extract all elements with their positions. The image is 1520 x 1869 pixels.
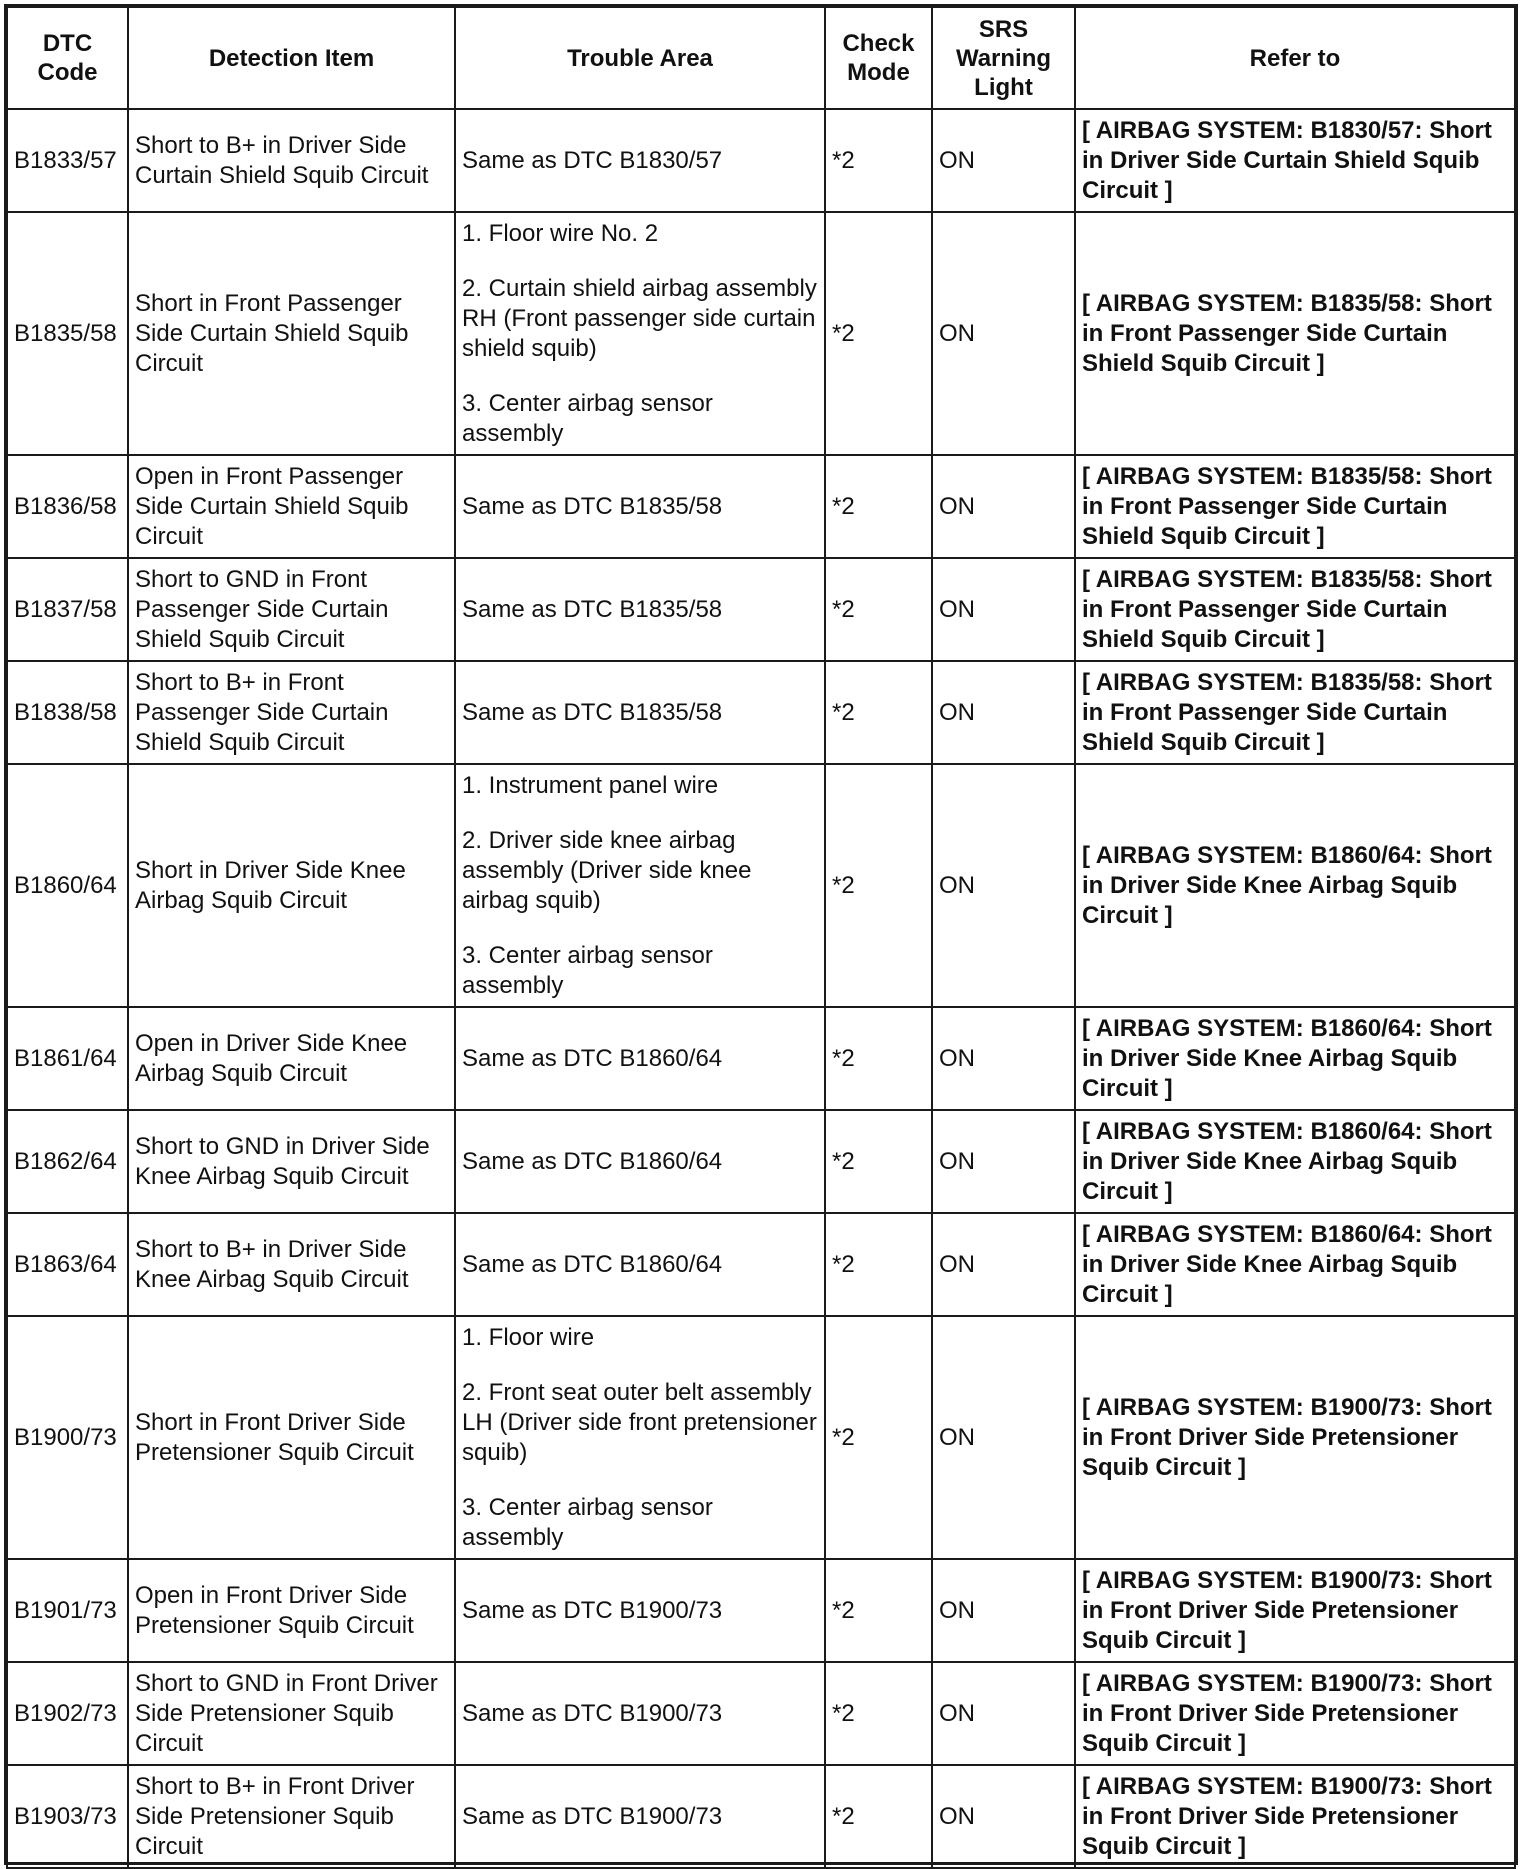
table-row — [7, 1316, 1515, 1559]
refer-to-cell: [ AIRBAG SYSTEM: B1900/73: Short in Front Driver Side Pretensioner Squib Circuit ] — [1075, 1662, 1515, 1765]
srs-warning-light-cell: ON — [932, 1213, 1075, 1316]
dtc-code-cell: B1835/58 — [7, 212, 128, 455]
dtc-code-cell: B1833/57 — [7, 109, 128, 212]
trouble-area-cell — [455, 109, 825, 212]
refer-to-cell: [ AIRBAG SYSTEM: B1900/73: Short in Front Driver Side Pretensioner Squib Circuit ] — [1075, 1559, 1515, 1662]
refer-to-cell: [ AIRBAG SYSTEM: B1830/57: Short in Driver Side Curtain Shield Squib Circuit ] — [1075, 109, 1515, 212]
table-row — [7, 1765, 1515, 1868]
srs-warning-light-cell: ON — [932, 558, 1075, 661]
refer-to-cell: [ AIRBAG SYSTEM: B1860/64: Short in Driver Side Knee Airbag Squib Circuit ] — [1075, 764, 1515, 1007]
detection-item-cell: Short to GND in Driver Side Knee Airbag Squib Circuit — [128, 1110, 455, 1213]
table-row — [7, 1559, 1515, 1662]
detection-item-cell: Open in Driver Side Knee Airbag Squib Circuit — [128, 1007, 455, 1110]
trouble-area-item: 2. Front seat outer belt assembly LH (Driver side front pretensioner squib) — [462, 1378, 817, 1466]
header-dtc-code: DTC Code — [7, 7, 128, 109]
srs-warning-light-cell: ON — [932, 661, 1075, 764]
trouble-area-cell — [455, 558, 825, 661]
trouble-area-item: 2. Curtain shield airbag assembly RH (Front passenger side curtain shield squib) — [462, 274, 817, 362]
refer-to-cell: [ AIRBAG SYSTEM: B1860/64: Short in Driver Side Knee Airbag Squib Circuit ] — [1075, 1007, 1515, 1110]
table-row — [7, 661, 1515, 764]
srs-warning-light-cell: ON — [932, 455, 1075, 558]
trouble-area-cell — [455, 1110, 825, 1213]
table-row — [7, 1213, 1515, 1316]
table-row — [7, 558, 1515, 661]
table-row — [7, 764, 1515, 1007]
detection-item-cell: Short to B+ in Front Passenger Side Curtain Shield Squib Circuit — [128, 661, 455, 764]
srs-warning-light-cell: ON — [932, 109, 1075, 212]
refer-to-cell: [ AIRBAG SYSTEM: B1860/64: Short in Driver Side Knee Airbag Squib Circuit ] — [1075, 1110, 1515, 1213]
header-row — [7, 7, 1515, 109]
trouble-area-item: Same as DTC B1900/73 — [462, 1699, 723, 1727]
check-mode-cell: *2 — [825, 212, 932, 455]
table-row — [7, 1110, 1515, 1213]
srs-warning-light-cell: ON — [932, 1765, 1075, 1868]
check-mode-cell: *2 — [825, 1213, 932, 1316]
srs-warning-light-cell: ON — [932, 212, 1075, 455]
trouble-area-item: 3. Center airbag sensor assembly — [462, 1493, 713, 1551]
trouble-area-cell — [455, 1765, 825, 1868]
detection-item-cell: Short to B+ in Driver Side Curtain Shield Squib Circuit — [128, 109, 455, 212]
table-row — [7, 1662, 1515, 1765]
detection-item-cell: Short in Driver Side Knee Airbag Squib Circuit — [128, 764, 455, 1007]
trouble-area-item: Same as DTC B1860/64 — [462, 1044, 723, 1072]
trouble-area-item: Same as DTC B1900/73 — [462, 1802, 723, 1830]
dtc-code-cell: B1863/64 — [7, 1213, 128, 1316]
refer-to-cell: [ AIRBAG SYSTEM: B1860/64: Short in Driver Side Knee Airbag Squib Circuit ] — [1075, 1213, 1515, 1316]
dtc-code-cell: B1901/73 — [7, 1559, 128, 1662]
dtc-code-cell: B1860/64 — [7, 764, 128, 1007]
check-mode-cell: *2 — [825, 1316, 932, 1559]
refer-to-cell: [ AIRBAG SYSTEM: B1835/58: Short in Front Passenger Side Curtain Shield Squib Circuit ] — [1075, 212, 1515, 455]
header-trouble-area: Trouble Area — [455, 7, 825, 109]
refer-to-cell: [ AIRBAG SYSTEM: B1900/73: Short in Front Driver Side Pretensioner Squib Circuit ] — [1075, 1765, 1515, 1868]
trouble-area-item: Same as DTC B1830/57 — [462, 146, 723, 174]
detection-item-cell: Open in Front Driver Side Pretensioner Squib Circuit — [128, 1559, 455, 1662]
dtc-code-cell: B1903/73 — [7, 1765, 128, 1868]
trouble-area-cell — [455, 1662, 825, 1765]
detection-item-cell: Short to B+ in Driver Side Knee Airbag Squib Circuit — [128, 1213, 455, 1316]
srs-warning-light-cell: ON — [932, 1110, 1075, 1213]
check-mode-cell: *2 — [825, 1559, 932, 1662]
trouble-area-item: 3. Center airbag sensor assembly — [462, 941, 713, 999]
table-row — [7, 212, 1515, 455]
dtc-code-cell: B1900/73 — [7, 1316, 128, 1559]
check-mode-cell: *2 — [825, 764, 932, 1007]
table-row — [7, 455, 1515, 558]
trouble-area-cell — [455, 212, 825, 455]
trouble-area-cell — [455, 1007, 825, 1110]
trouble-area-item: Same as DTC B1835/58 — [462, 492, 723, 520]
check-mode-cell: *2 — [825, 1007, 932, 1110]
check-mode-cell: *2 — [825, 109, 932, 212]
table-row — [7, 109, 1515, 212]
trouble-area-item: Same as DTC B1900/73 — [462, 1596, 723, 1624]
table-row — [7, 1007, 1515, 1110]
header-detection-item: Detection Item — [128, 7, 455, 109]
check-mode-cell: *2 — [825, 1110, 932, 1213]
detection-item-cell: Short to B+ in Front Driver Side Pretensioner Squib Circuit — [128, 1765, 455, 1868]
check-mode-cell: *2 — [825, 1765, 932, 1868]
detection-item-cell: Short to GND in Front Driver Side Pretensioner Squib Circuit — [128, 1662, 455, 1765]
detection-item-cell: Short in Front Passenger Side Curtain Shield Squib Circuit — [128, 212, 455, 455]
header-check-mode: Check Mode — [825, 7, 932, 109]
trouble-area-item: Same as DTC B1860/64 — [462, 1147, 723, 1175]
refer-to-cell: [ AIRBAG SYSTEM: B1900/73: Short in Front Driver Side Pretensioner Squib Circuit ] — [1075, 1316, 1515, 1559]
srs-warning-light-cell: ON — [932, 1662, 1075, 1765]
trouble-area-cell — [455, 455, 825, 558]
header-srs-warning-light: SRS Warning Light — [932, 7, 1075, 109]
trouble-area-item: 1. Floor wire — [462, 1323, 595, 1351]
dtc-table — [6, 6, 1516, 1869]
check-mode-cell: *2 — [825, 1662, 932, 1765]
detection-item-cell: Short in Front Driver Side Pretensioner Squib Circuit — [128, 1316, 455, 1559]
check-mode-cell: *2 — [825, 661, 932, 764]
trouble-area-item: 2. Driver side knee airbag assembly (Driver side knee airbag squib) — [462, 826, 752, 914]
detection-item-cell: Short to GND in Front Passenger Side Curtain Shield Squib Circuit — [128, 558, 455, 661]
dtc-code-cell: B1836/58 — [7, 455, 128, 558]
trouble-area-item: Same as DTC B1835/58 — [462, 698, 723, 726]
srs-warning-light-cell: ON — [932, 1559, 1075, 1662]
trouble-area-cell — [455, 1316, 825, 1559]
dtc-code-cell: B1861/64 — [7, 1007, 128, 1110]
srs-warning-light-cell: ON — [932, 764, 1075, 1007]
trouble-area-item: 1. Floor wire No. 2 — [462, 219, 659, 247]
trouble-area-item: 1. Instrument panel wire — [462, 771, 719, 799]
detection-item-cell: Open in Front Passenger Side Curtain Shield Squib Circuit — [128, 455, 455, 558]
trouble-area-item: Same as DTC B1860/64 — [462, 1250, 723, 1278]
srs-warning-light-cell: ON — [932, 1316, 1075, 1559]
trouble-area-item: Same as DTC B1835/58 — [462, 595, 723, 623]
srs-warning-light-cell: ON — [932, 1007, 1075, 1110]
header-refer-to: Refer to — [1075, 7, 1515, 109]
trouble-area-cell — [455, 764, 825, 1007]
trouble-area-cell — [455, 661, 825, 764]
dtc-code-cell: B1902/73 — [7, 1662, 128, 1765]
trouble-area-cell — [455, 1213, 825, 1316]
check-mode-cell: *2 — [825, 558, 932, 661]
check-mode-cell: *2 — [825, 455, 932, 558]
trouble-area-item: 3. Center airbag sensor assembly — [462, 389, 713, 447]
dtc-code-cell: B1838/58 — [7, 661, 128, 764]
dtc-code-cell: B1862/64 — [7, 1110, 128, 1213]
dtc-code-cell: B1837/58 — [7, 558, 128, 661]
trouble-area-cell — [455, 1559, 825, 1662]
refer-to-cell: [ AIRBAG SYSTEM: B1835/58: Short in Front Passenger Side Curtain Shield Squib Circuit ] — [1075, 455, 1515, 558]
refer-to-cell: [ AIRBAG SYSTEM: B1835/58: Short in Front Passenger Side Curtain Shield Squib Circuit ] — [1075, 661, 1515, 764]
refer-to-cell: [ AIRBAG SYSTEM: B1835/58: Short in Front Passenger Side Curtain Shield Squib Circuit ] — [1075, 558, 1515, 661]
